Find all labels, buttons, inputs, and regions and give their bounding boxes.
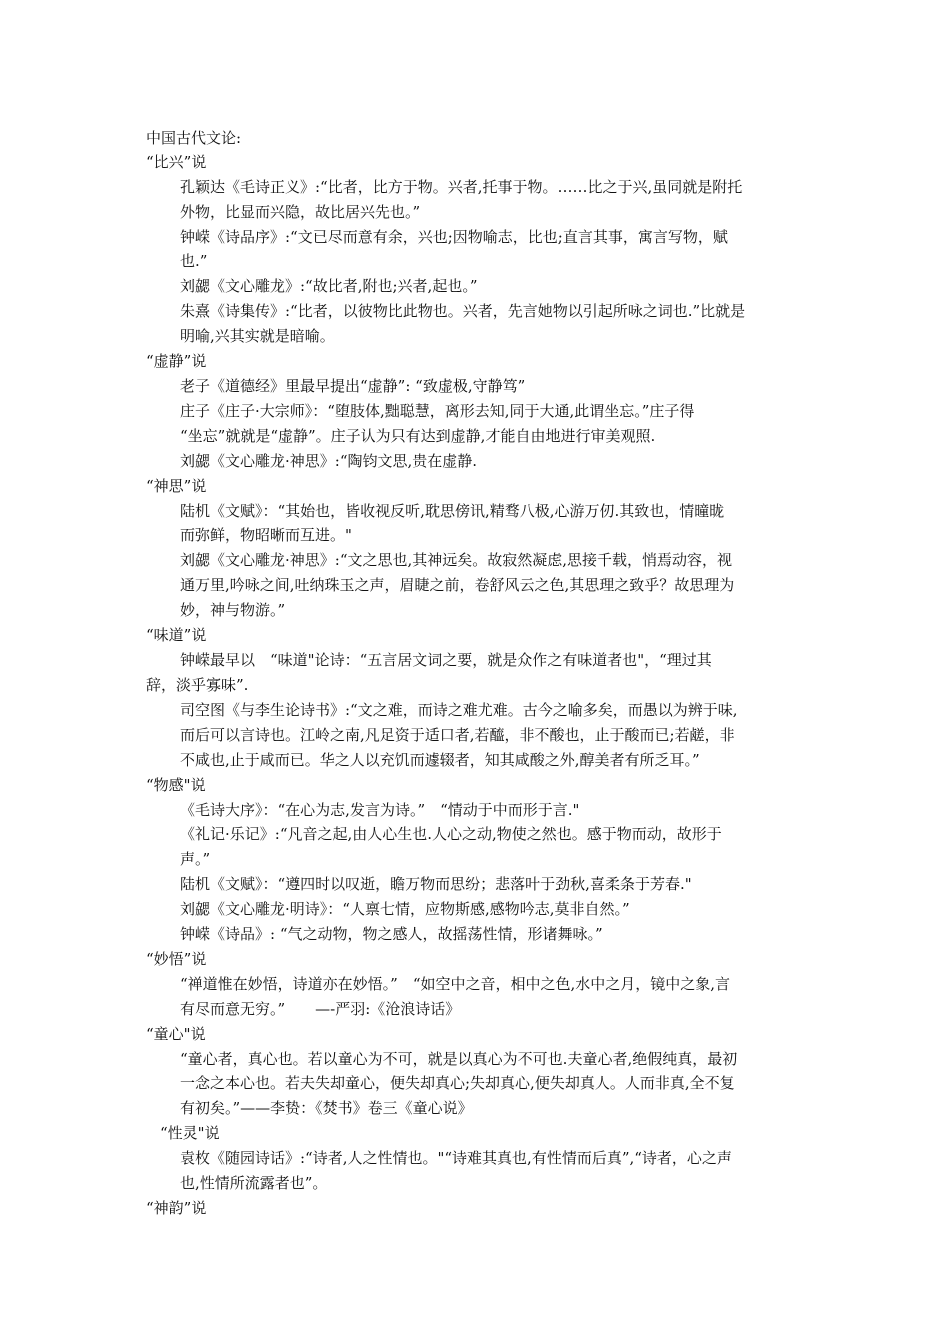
paragraph-line: 刘勰《文心雕龙·神思》:“陶钧文思,贵在虚静.	[180, 452, 478, 470]
paragraph-line: 《礼记·乐记》:“凡音之起,由人心生也.人心之动,物使之然也。感于物而动，故形于	[180, 825, 722, 843]
paragraph-line: “坐忘”就就是“虚静”。庄子认为只有达到虚静,才能自由地进行审美观照.	[180, 427, 656, 445]
paragraph-line: “童心者，真心也。若以童心为不可，就是以真心为不可也.夫童心者,绝假纯真，最初	[180, 1050, 738, 1068]
paragraph-line: 司空图《与李生论诗书》:“文之难，而诗之难尤难。古今之喻多矣，而愚以为辨于味,	[180, 701, 738, 719]
paragraph-line: 声。”	[180, 850, 211, 868]
paragraph-line: 辞，淡乎寡味”.	[146, 676, 249, 694]
paragraph-line: 而弥鲜，物昭晰而互进。"	[180, 526, 352, 544]
paragraph-line: 老子《道德经》里最早提出“虚静”: “致虚极,守静笃”	[180, 377, 526, 395]
section-heading-shenyun: “神韵”说	[146, 1199, 207, 1217]
paragraph-line: 有初矣。”——李贽：《焚书》卷三《童心说》	[180, 1099, 473, 1117]
paragraph-line: 通万里,吟咏之间,吐纳珠玉之声，眉睫之前，卷舒风云之色,其思理之致乎？故思理为	[180, 576, 735, 594]
paragraph-line: 朱熹《诗集传》:“比者，以彼物比此物也。兴者，先言她物以引起所咏之词也.”比就是	[180, 302, 746, 320]
paragraph-line: 不咸也,止于咸而已。华之人以充饥而遽辍者，知其咸酸之外,醇美者有所乏耳。”	[180, 751, 700, 769]
paragraph-line: 庄子《庄子·大宗师》：“堕肢体,黜聪慧，离形去知,同于大通,此谓坐忘。”庄子得	[180, 402, 695, 420]
document-title: 中国古代文论:	[146, 129, 242, 147]
paragraph-line: 陆机《文赋》：“遵四时以叹逝，瞻万物而思纷；悲落叶于劲秋,喜柔条于芳春."	[180, 875, 692, 893]
paragraph-line: 刘勰《文心雕龙·神思》:“文之思也,其神远矣。故寂然凝虑,思接千载，悄焉动容，视	[180, 551, 733, 569]
paragraph-line: 钟嵘《诗品序》:“文已尽而意有余，兴也;因物喻志，比也;直言其事，寓言写物，赋	[180, 228, 728, 246]
paragraph-line: 一念之本心也。若夫失却童心，便失却真心;失却真心,便失却真人。人而非真,全不复	[180, 1074, 735, 1092]
section-heading-weidao: “味道”说	[146, 626, 207, 644]
section-heading-tongxin: “童心"说	[146, 1025, 206, 1043]
section-heading-wugan: “物感"说	[146, 776, 206, 794]
section-heading-bixing: “比兴”说	[146, 153, 207, 171]
paragraph-line: 妙，神与物游。”	[180, 601, 286, 619]
paragraph-line: 钟嵘最早以 “味道"论诗：“五言居文词之要，就是众作之有味道者也"，“理过其	[180, 651, 712, 669]
paragraph-line: 外物，比显而兴隐，故比居兴先也。”	[180, 203, 421, 221]
paragraph-line: 有尽而意无穷。” —-严羽:《沧浪诗话》	[180, 1000, 461, 1018]
section-heading-xujing: “虚静”说	[146, 352, 207, 370]
paragraph-line: 刘勰《文心雕龙》:“故比者,附也;兴者,起也。”	[180, 277, 478, 295]
paragraph-line: 钟嵘《诗品》: “气之动物，物之感人，故摇荡性情，形诸舞咏。”	[180, 925, 603, 943]
paragraph-line: 而后可以言诗也。江岭之南,凡足资于适口者,若醯，非不酸也，止于酸而已;若鹾，非	[180, 726, 735, 744]
paragraph-line: 孔颖达《毛诗正义》:“比者，比方于物。兴者,托事于物。……比之于兴,虽同就是附托	[180, 178, 743, 196]
paragraph-line: 《毛诗大序》：“在心为志,发言为诗。” “情动于中而形于言."	[180, 801, 580, 819]
paragraph-line: 明喻,兴其实就是暗喻。	[180, 327, 335, 345]
section-heading-shensi: “神思”说	[146, 477, 207, 495]
paragraph-line: 袁枚《随园诗话》:“诗者,人之性情也。"“诗难其真也,有性情而后真”,“诗者，心之声	[180, 1149, 732, 1167]
paragraph-line: “禅道惟在妙悟，诗道亦在妙悟。” “如空中之音，相中之色,水中之月，镜中之象,言	[180, 975, 731, 993]
section-heading-xingling: “性灵"说	[160, 1124, 220, 1142]
section-heading-miaowu: “妙悟”说	[146, 950, 207, 968]
paragraph-line: 也.”	[180, 252, 208, 270]
paragraph-line: 也,性情所流露者也”。	[180, 1174, 328, 1192]
paragraph-line: 刘勰《文心雕龙·明诗》：“人禀七情，应物斯感,感物吟志,莫非自然。”	[180, 900, 630, 918]
paragraph-line: 陆机《文赋》：“其始也，皆收视反听,耽思傍讯,精骛八极,心游万仞.其致也，情曈昽	[180, 502, 725, 520]
